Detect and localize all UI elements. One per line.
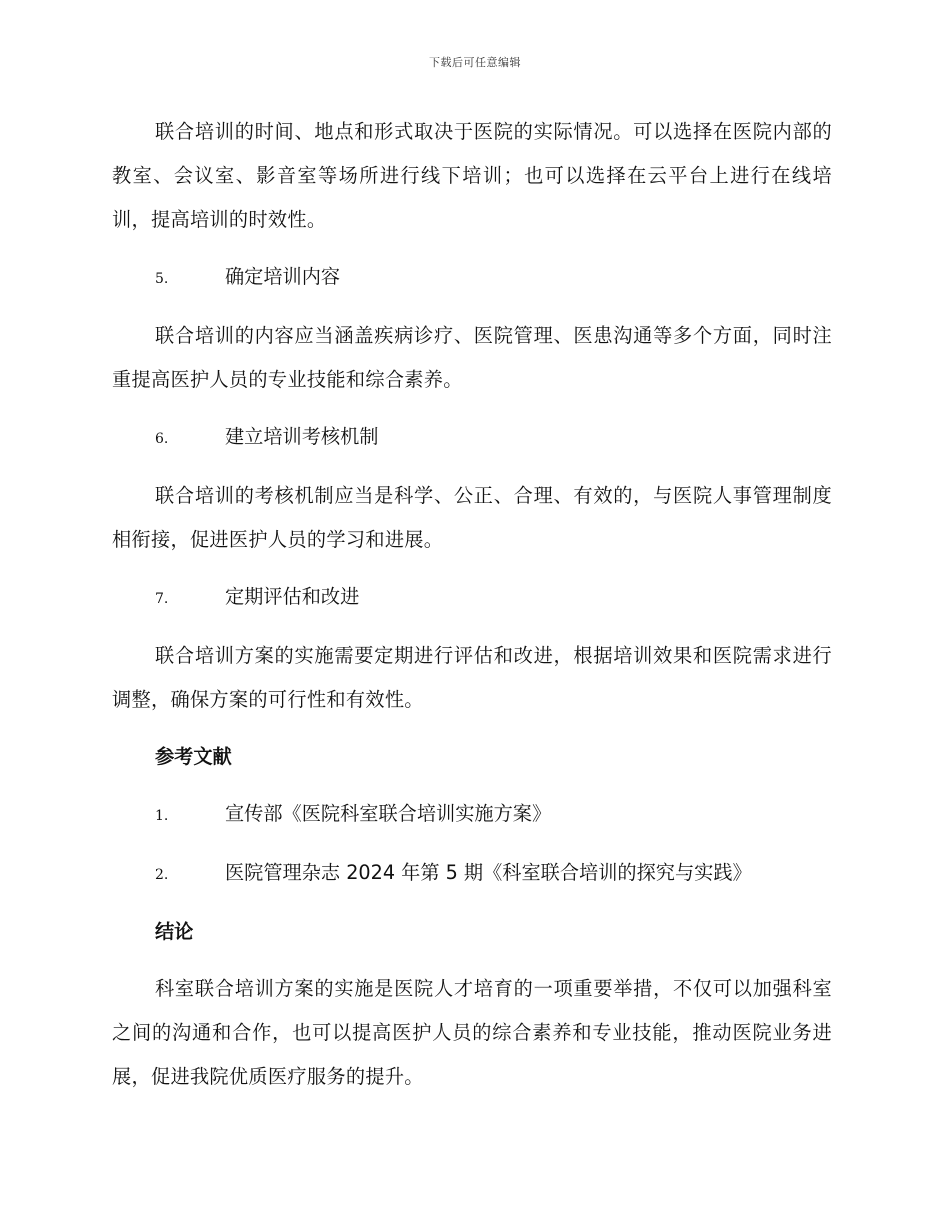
reference-text: 医院管理杂志 2024 年第 5 期《科室联合培训的探究与实践》 bbox=[225, 861, 752, 884]
list-number: 7. bbox=[155, 591, 169, 607]
references-heading: 参考文献 bbox=[155, 745, 232, 768]
reference-item-1 bbox=[112, 792, 832, 838]
paragraph-evaluation: 联合培训方案的实施需要定期进行评估和改进，根据培训效果和医院需求进行调整，确保方案的可行性和有效性。 bbox=[112, 644, 832, 711]
conclusion-heading: 结论 bbox=[155, 920, 194, 943]
paragraph-training-content: 联合培训的内容应当涵盖疾病诊疗、医院管理、医患沟通等多个方面，同时注重提高医护人员的专业技能和综合素养。 bbox=[112, 324, 832, 391]
paragraph-training-logistics: 联合培训的时间、地点和形式取决于医院的实际情况。可以选择在医院内部的教室、会议室、影音室等场所进行线下培训；也可以选择在云平台上进行在线培训，提高培训的时效性。 bbox=[112, 120, 832, 231]
list-item-text: 建立培训考核机制 bbox=[225, 425, 379, 448]
reference-number: 2. bbox=[155, 867, 169, 883]
paragraph-conclusion: 科室联合培训方案的实施是医院人才培育的一项重要举措，不仅可以加强科室之间的沟通和合作，也可以提高医护人员的综合素养和专业技能，推动医院业务进展，促进我院优质医疗服务的提升。 bbox=[112, 977, 832, 1088]
list-item-text: 定期评估和改进 bbox=[225, 585, 360, 608]
reference-item-2 bbox=[112, 851, 832, 897]
document-body bbox=[112, 110, 832, 1112]
list-item-text: 确定培训内容 bbox=[225, 265, 341, 288]
paragraph-assessment: 联合培训的考核机制应当是科学、公正、合理、有效的，与医院人事管理制度相衔接，促进医护人员的学习和进展。 bbox=[112, 484, 832, 551]
list-number: 6. bbox=[155, 431, 169, 447]
reference-text: 宣传部《医院科室联合培训实施方案》 bbox=[225, 802, 552, 825]
list-item-7 bbox=[112, 575, 832, 621]
reference-number: 1. bbox=[155, 808, 169, 824]
list-item-5 bbox=[112, 255, 832, 301]
page-header: 下载后可任意编辑 bbox=[429, 56, 521, 69]
list-item-6 bbox=[112, 415, 832, 461]
list-number: 5. bbox=[155, 271, 169, 287]
